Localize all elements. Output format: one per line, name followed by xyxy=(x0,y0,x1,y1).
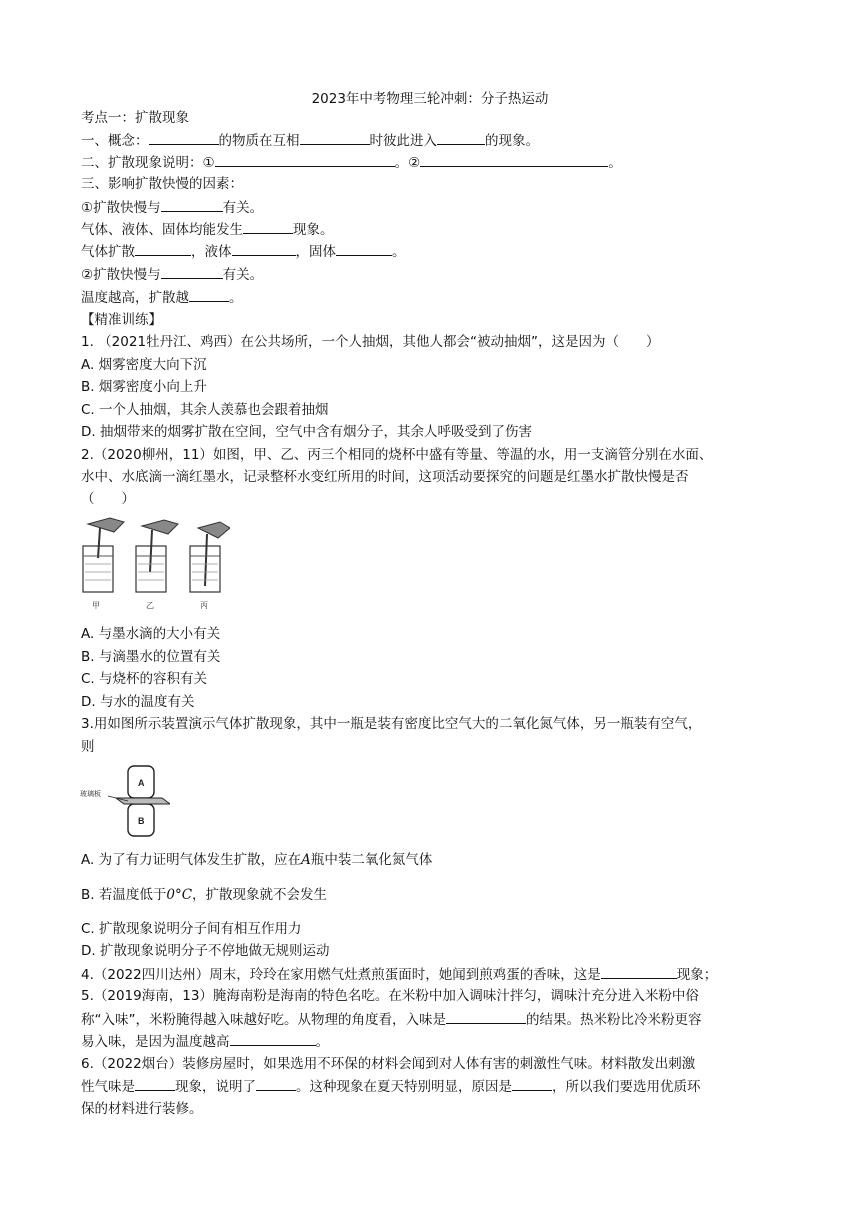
beaker-yi xyxy=(136,520,178,610)
q1-stem: 1. （2021牡丹江、鸡西）在公共场所，一个人抽烟，其他人都会“被动抽烟”，这是因为（ ） xyxy=(81,334,660,350)
q2-stem-line3: （ ） xyxy=(81,491,135,507)
q5-line3: 易入味，是因为温度越高 。 xyxy=(81,1031,329,1052)
training-heading: 【精准训练】 xyxy=(81,312,162,328)
q1-option-c[interactable]: C. 一个人抽烟，其余人羡慕也会跟着抽烟 xyxy=(81,402,329,418)
answer-blank[interactable] xyxy=(336,241,392,256)
q6-line1: 6.（2022烟台）装修房屋时，如果选用不环保的材料会闻到对人体有害的刺激性气味。材料散发出刺激 xyxy=(81,1056,696,1072)
answer-blank[interactable] xyxy=(135,241,191,256)
q3-option-a[interactable]: A. 为了有力证明气体发生扩散，应在A瓶中装二氧化氮气体 xyxy=(81,852,433,868)
q1-option-d[interactable]: D. 抽烟带来的烟雾扩散在空间，空气中含有烟分子，其余人呼吸受到了伤害 xyxy=(81,424,532,440)
beakers-illustration xyxy=(80,516,230,612)
rates-line: 气体扩散 ，液体 ，固体 。 xyxy=(81,241,406,262)
math-zero-celsius: 0°C xyxy=(166,887,193,903)
q3-figure-bottles xyxy=(80,764,170,840)
beaker-label-jia: 甲 xyxy=(92,601,100,610)
answer-blank[interactable] xyxy=(135,1076,175,1091)
answer-blank[interactable] xyxy=(601,964,677,979)
gas-bottles-illustration xyxy=(80,764,170,840)
q5-line1: 5.（2019海南，13）腌海南粉是海南的特色名吃。在米粉中加入调味汁拌匀，调味汁充分进入米粉中俗 xyxy=(81,988,699,1004)
q2-option-a[interactable]: A. 与墨水滴的大小有关 xyxy=(81,626,221,642)
answer-blank[interactable] xyxy=(446,1009,526,1024)
answer-blank[interactable] xyxy=(215,152,395,167)
q3-option-d[interactable]: D. 扩散现象说明分子不停地做无规则运动 xyxy=(81,943,330,959)
beaker-bing xyxy=(190,522,230,610)
answer-blank[interactable] xyxy=(161,197,223,212)
math-bottle-a: A xyxy=(301,852,311,868)
q2-option-c[interactable]: C. 与烧杯的容积有关 xyxy=(81,671,208,687)
beaker-jia xyxy=(83,518,124,610)
q3-option-b[interactable]: B. 若温度低于0°C，扩散现象就不会发生 xyxy=(81,887,328,903)
glass-plate-label: 玻璃板 xyxy=(80,791,101,798)
q6-line2: 性气味是 现象，说明了 。这种现象在夏天特别明显，原因是 ，所以我们要选用优质环 xyxy=(81,1076,701,1097)
q3-option-c[interactable]: C. 扩散现象说明分子间有相互作用力 xyxy=(81,921,302,937)
temp-line: 温度越高，扩散越 。 xyxy=(81,287,243,308)
q2-stem-line2: 水中、水底滴一滴红墨水，记录整杯水变红所用的时间，这项活动要探究的问题是红墨水扩散快慢是否 xyxy=(81,469,689,485)
factor2-line: ②扩散快慢与 有关。 xyxy=(81,264,263,285)
beaker-label-yi: 乙 xyxy=(146,601,154,610)
answer-blank[interactable] xyxy=(243,219,293,234)
answer-blank[interactable] xyxy=(420,152,608,167)
answer-blank[interactable] xyxy=(189,287,229,302)
concept-line: 一、概念： 的物质在互相 时彼此进入 的现象。 xyxy=(81,130,539,151)
answer-blank[interactable] xyxy=(149,130,219,145)
q1-option-b[interactable]: B. 烟雾密度小向上升 xyxy=(81,379,207,395)
q3-stem-line1: 3.用如图所示装置演示气体扩散现象，其中一瓶是装有密度比空气大的二氧化氮气体，另一瓶装有空气， xyxy=(81,716,702,732)
q6-line3: 保的材料进行装修。 xyxy=(81,1101,203,1117)
bottle-a-label: A xyxy=(138,778,145,788)
answer-blank[interactable] xyxy=(230,1031,316,1046)
explain-line: 二、扩散现象说明：① 。② 。 xyxy=(81,152,622,173)
factors-heading: 三、影响扩散快慢的因素： xyxy=(81,176,243,192)
q4-line: 4.（2022四川达州）周末，玲玲在家用燃气灶煮煎蛋面时，她闻到煎鸡蛋的香味，这是 现象； xyxy=(81,964,717,985)
beaker-label-bing: 丙 xyxy=(200,601,208,610)
q1-option-a[interactable]: A. 烟雾密度大向下沉 xyxy=(81,357,207,373)
q2-stem-line1: 2.（2020柳州，11）如图，甲、乙、丙三个相同的烧杯中盛有等量、等温的水，用一支滴管分别在水面、 xyxy=(81,447,713,463)
q2-option-d[interactable]: D. 与水的温度有关 xyxy=(81,694,195,710)
q2-option-b[interactable]: B. 与滴墨水的位置有关 xyxy=(81,649,221,665)
answer-blank[interactable] xyxy=(437,130,485,145)
answer-blank[interactable] xyxy=(300,130,370,145)
q5-line2: 称“入味”，米粉腌得越入味越好吃。从物理的角度看，入味是 的结果。热米粉比冷米粉更容 xyxy=(81,1009,702,1030)
q2-figure-beakers xyxy=(80,516,230,612)
factor1-line: ①扩散快慢与 有关。 xyxy=(81,197,263,218)
answer-blank[interactable] xyxy=(161,264,223,279)
bottle-b-label: B xyxy=(138,816,145,826)
answer-blank[interactable] xyxy=(512,1076,552,1091)
answer-blank[interactable] xyxy=(256,1076,296,1091)
answer-blank[interactable] xyxy=(232,241,296,256)
phases-line: 气体、液体、固体均能发生 现象。 xyxy=(81,219,334,240)
page-title: 2023年中考物理三轮冲刺：分子热运动 xyxy=(311,91,549,107)
section-heading: 考点一：扩散现象 xyxy=(81,110,189,126)
q3-stem-line2: 则 xyxy=(81,739,95,755)
